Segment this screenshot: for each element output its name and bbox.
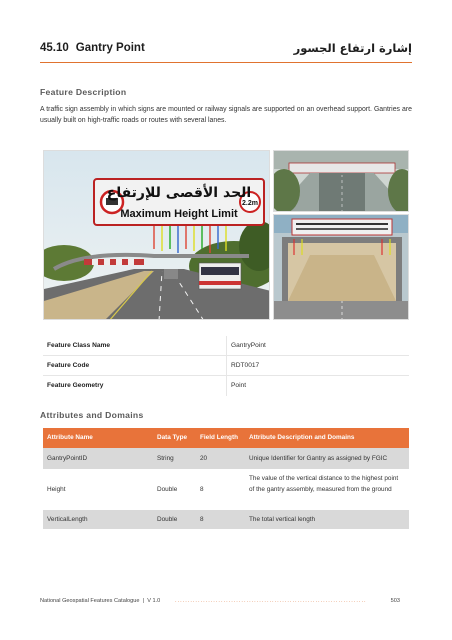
arabic-title: إشارة ارتفاع الجسور <box>293 41 412 55</box>
footer-leader-dots: ........................................................................... <box>175 598 367 604</box>
feature-description-heading: Feature Description <box>40 87 127 97</box>
section-name: Gantry Point <box>75 42 145 54</box>
feature-class-name-value: GantryPoint <box>226 336 266 356</box>
table-row <box>43 470 409 510</box>
sign-value: 2.2m <box>242 200 258 207</box>
table-row <box>43 510 409 530</box>
header-divider <box>40 62 412 63</box>
feature-description-text: A traffic sign assembly in which signs are mounted or railway signals are supported on an overhead support. Gantries are usually built on high-traffic roads or routes with several lanes. <box>40 106 412 124</box>
page-footer <box>40 598 412 608</box>
table-header-row <box>43 428 409 448</box>
sign-arabic-text: الحد الأقصى للإرتفاع <box>106 185 252 201</box>
section-number: 45.10 <box>40 42 69 54</box>
attribute-name-cell: GantryPointID <box>47 455 88 462</box>
data-type-cell: Double <box>157 516 178 523</box>
gantry-photo-main <box>43 150 270 320</box>
feature-code-label: Feature Code <box>47 362 90 369</box>
feature-info-table <box>43 336 409 396</box>
table-row <box>43 376 409 396</box>
table-row <box>43 356 409 376</box>
description-cell: The value of the vertical distance to the highest point of the gantry assembly, measured from the ground <box>249 475 399 493</box>
page-header <box>40 40 412 62</box>
footer-catalogue: National Geospatial Features Catalogue <box>40 598 140 604</box>
column-header-attribute-name: Attribute Name <box>47 434 93 441</box>
feature-code-value: RDT0017 <box>226 356 259 376</box>
column-header-field-length: Field Length <box>200 434 238 441</box>
table-row <box>43 448 409 470</box>
attribute-name-cell: Height <box>47 486 66 493</box>
attributes-heading: Attributes and Domains <box>40 410 144 420</box>
footer-version: V 1.0 <box>147 598 161 604</box>
column-header-data-type: Data Type <box>157 434 188 441</box>
section-title <box>40 42 145 54</box>
data-type-cell: Double <box>157 486 178 493</box>
gantry-photo-tunnel <box>273 214 409 320</box>
table-row <box>43 336 409 356</box>
field-length-cell: 8 <box>200 516 204 523</box>
description-cell: The total vertical length <box>249 516 316 523</box>
description-cell: Unique Identifier for Gantry as assigned by FGIC <box>249 455 388 462</box>
field-length-cell: 20 <box>200 455 208 462</box>
feature-geometry-value: Point <box>226 376 246 396</box>
data-type-cell: String <box>157 455 174 462</box>
attribute-name-cell: VerticalLength <box>47 516 88 523</box>
page-number: 503 <box>390 598 400 604</box>
attributes-table <box>43 428 409 530</box>
gantry-photo-closeup <box>273 150 409 212</box>
column-header-description: Attribute Description and Domains <box>249 434 355 441</box>
footer-separator: | <box>141 598 146 604</box>
feature-class-name-label: Feature Class Name <box>47 342 111 349</box>
feature-geometry-label: Feature Geometry <box>47 382 104 389</box>
field-length-cell: 8 <box>200 486 204 493</box>
sign-english-text: Maximum Height Limit <box>120 208 238 220</box>
